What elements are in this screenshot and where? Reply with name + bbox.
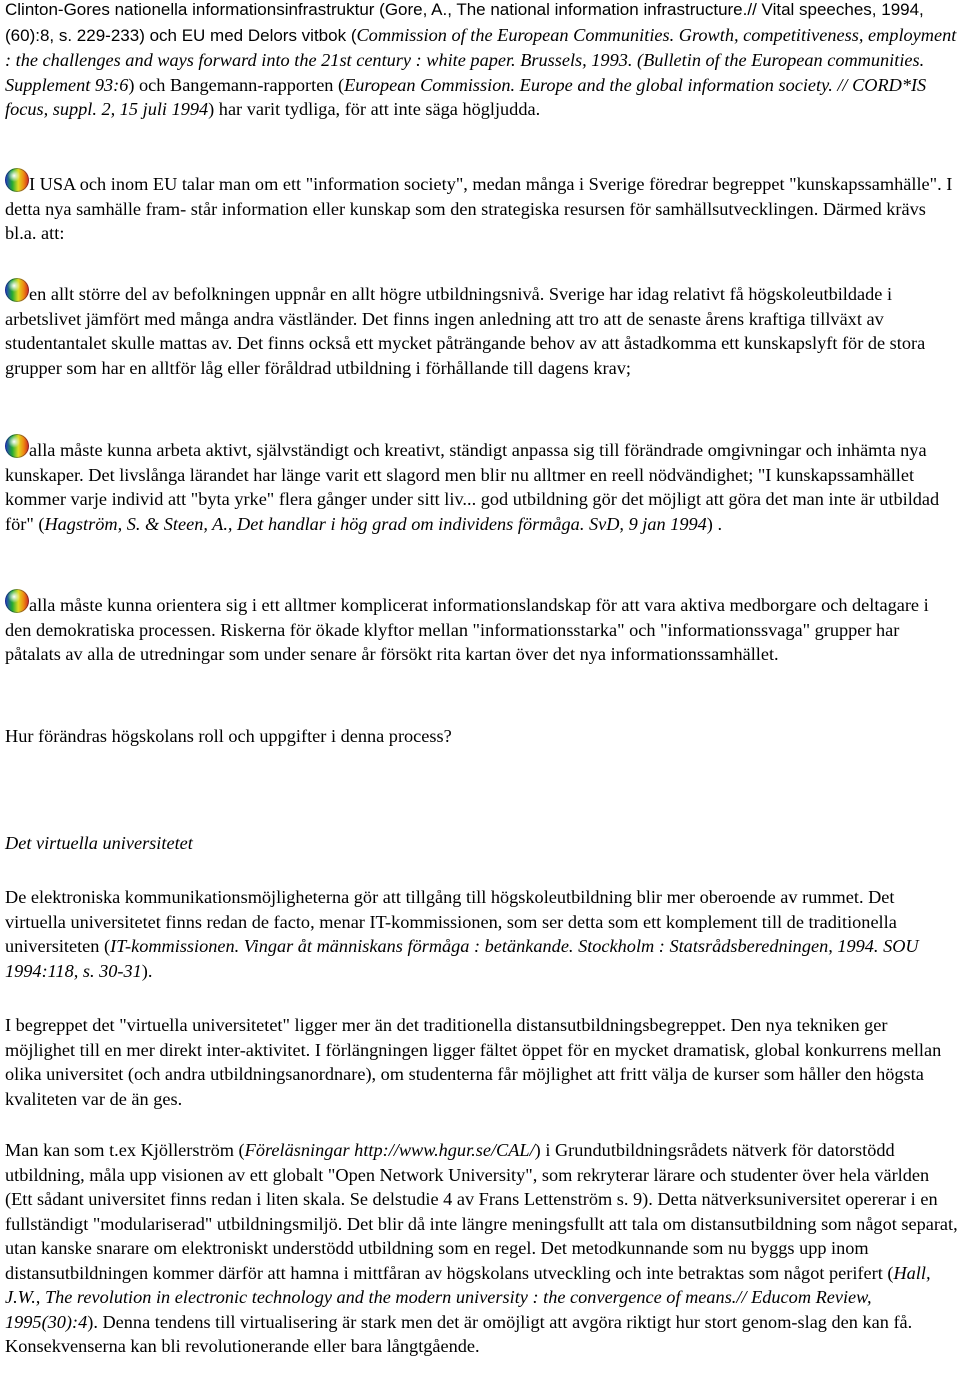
paragraph-virtual-university xyxy=(5,885,958,983)
colored-ball-icon xyxy=(5,278,29,302)
colored-ball-icon xyxy=(5,589,29,613)
text-segment: Clinton-Gores nationella informationsinfrastruktur (Gore, A., The national information infrastructure.// Vital speeches, 1994, (60):8, s. 229-233) och EU med Delors vitbok ( xyxy=(5,0,924,45)
text-segment: Man kan som t.ex Kjöllerström ( xyxy=(5,1140,245,1160)
text-segment: ). Denna tendens till virtualisering är stark men det är omöjligt att avgöra riktigt hur stort genom-slag den kan få. Konsekvenserna kan bli revolutionerande eller bara långtgående. xyxy=(5,1311,913,1356)
paragraph-bullet-education-level xyxy=(5,278,958,380)
text-segment: I begreppet det "virtuella universitetet" ligger mer än det traditionella distansutbildningsbegreppet. Den nya tekniken ger möjlighet till en mer direkt inter-aktivitet. I förlängningen ligger fältet öppet för en mycket dramatisk, global konkurrens mellan olika universitet (och andra utbildningsanordnare), om studenterna får möjlighet att fritt välja de kurser som håller den högsta kvaliteten var de än ges. xyxy=(5,1015,942,1109)
text-segment: ) har varit tydliga, för att inte säga högljudda. xyxy=(208,99,541,119)
heading-text: Det virtuella universitetet xyxy=(5,833,193,853)
colored-ball-icon xyxy=(5,434,29,458)
text-segment: alla måste kunna arbeta aktivt, självständigt och kreativt, ständigt anpassa sig till förändrade omgivningar och inhämta nya kunskaper. Det livslånga lärandet har länge varit ett slagord men blir nu alltmer en reell nödvändighet; "I kunskapssamhället kommer varje individ att "byta yrke" flera gånger under sitt liv... god utbildning gör det möjligt att göra det man inte är utbildad för" ( xyxy=(5,440,940,534)
colored-ball-icon xyxy=(5,168,29,192)
text-segment: Hur förändras högskolans roll och uppgifter i denna process? xyxy=(5,726,452,746)
text-segment: ) och Bangemann-rapporten ( xyxy=(128,74,345,95)
citation-kjollerstrom: Föreläsningar http://www.hgur.se/CAL/ xyxy=(244,1140,535,1160)
text-segment: ) . xyxy=(706,513,723,534)
text-segment: alla måste kunna orientera sig i ett alltmer komplicerat informationslandskap för att vara aktiva medborgare och deltagare i den demokratiska processen. Riskerna för ökade klyftor mellan "informationsstarka" och "informationssvaga" grupper har påtalats av alla de utredningar som under senare år försökt rita kartan över det nya informationssamhället. xyxy=(5,595,929,664)
citation-eu-whitepaper: Commission of the European Communities. Growth, competitiveness, employment : the challenges and ways forward into the 21st century : white paper. Brussels, 1993. (Bulletin of the European communities. Supplement 93:6 xyxy=(5,24,957,95)
paragraph-open-network-university xyxy=(5,1138,958,1359)
paragraph-virtual-concept xyxy=(5,1013,958,1111)
paragraph-references-intro xyxy=(5,0,958,122)
paragraph-bullet-information-landscape xyxy=(5,589,958,667)
citation-hagstrom-steen: Hagström, S. & Steen, A., Det handlar i hög grad om individens förmåga. SvD, 9 jan 1994 xyxy=(44,513,707,534)
paragraph-question xyxy=(5,724,958,749)
text-segment: ). xyxy=(141,960,153,981)
citation-bangemann-report: European Commission. Europe and the global information society. // CORD*IS focus, suppl. 2, 15 juli 1994 xyxy=(5,74,927,119)
citation-hall: Hall, J.W., The revolution in electronic technology and the modern university : the convergence of means.// Educom Review, 1995(30):4 xyxy=(5,1262,931,1332)
paragraph-information-society xyxy=(5,168,958,246)
text-segment: en allt större del av befolkningen uppnår en allt högre utbildningsnivå. Sverige har idag relativt få högskoleutbildade i arbetslivet jämfört med många andra västländer. Det finns ingen anledning att tro att de senaste årens kraftiga tillväxt av studentantalet skulle mattas av. Det finns också ett mycket påträngande behov av att åstadkomma ett kunskapslyft för de stora grupper som har en alltför låg eller föråldrad utbildning i förhållande till dagens krav; xyxy=(5,284,926,378)
text-segment: I USA och inom EU talar man om ett "information society", medan många i Sverige föredrar begreppet "kunskapssamhälle". I detta nya samhälle fram- står information eller kunskap som den strategiska resursen för samhällsutvecklingen. Därmed krävs bl.a. att: xyxy=(5,174,953,243)
citation-it-kommissionen: IT-kommissionen. Vingar åt människans förmåga : betänkande. Stockholm : Statsrådsberedningen, 1994. SOU 1994:118, s. 30-31 xyxy=(5,936,919,981)
text-segment: ) i Grundutbildningsrådets nätverk för datorstödd utbildning, måla upp visionen av ett globalt "Open Network University", som rekryterar lärare och studenter över hela världen (Ett sådant universitet finns redan i liten skala. Se delstudie 4 av Frans Lettenström s. 9). Detta nätverksuniversitet opererar i en fullständigt "modulariserad" utbildningsmiljö. Det blir då inte längre meningsfullt att tala om distansutbildning som något separat, utan kanske snarare om elektroniskt understödd utbildning som en regel. Det metodkunnande som nu byggs upp inom distansutbildningen kommer därför att hamna i mittfåran av högskolans utveckling och inte betraktas som något perifert ( xyxy=(5,1140,958,1283)
text-segment: De elektroniska kommunikationsmöjligheterna gör att tillgång till högskoleutbildning blir mer oberoende av rummet. Det virtuella universitetet finns redan de facto, menar IT-kommissionen, som ser detta som ett komplement till de traditionella universiteten ( xyxy=(5,887,897,956)
section-heading xyxy=(5,831,958,856)
paragraph-bullet-lifelong-learning xyxy=(5,434,958,536)
